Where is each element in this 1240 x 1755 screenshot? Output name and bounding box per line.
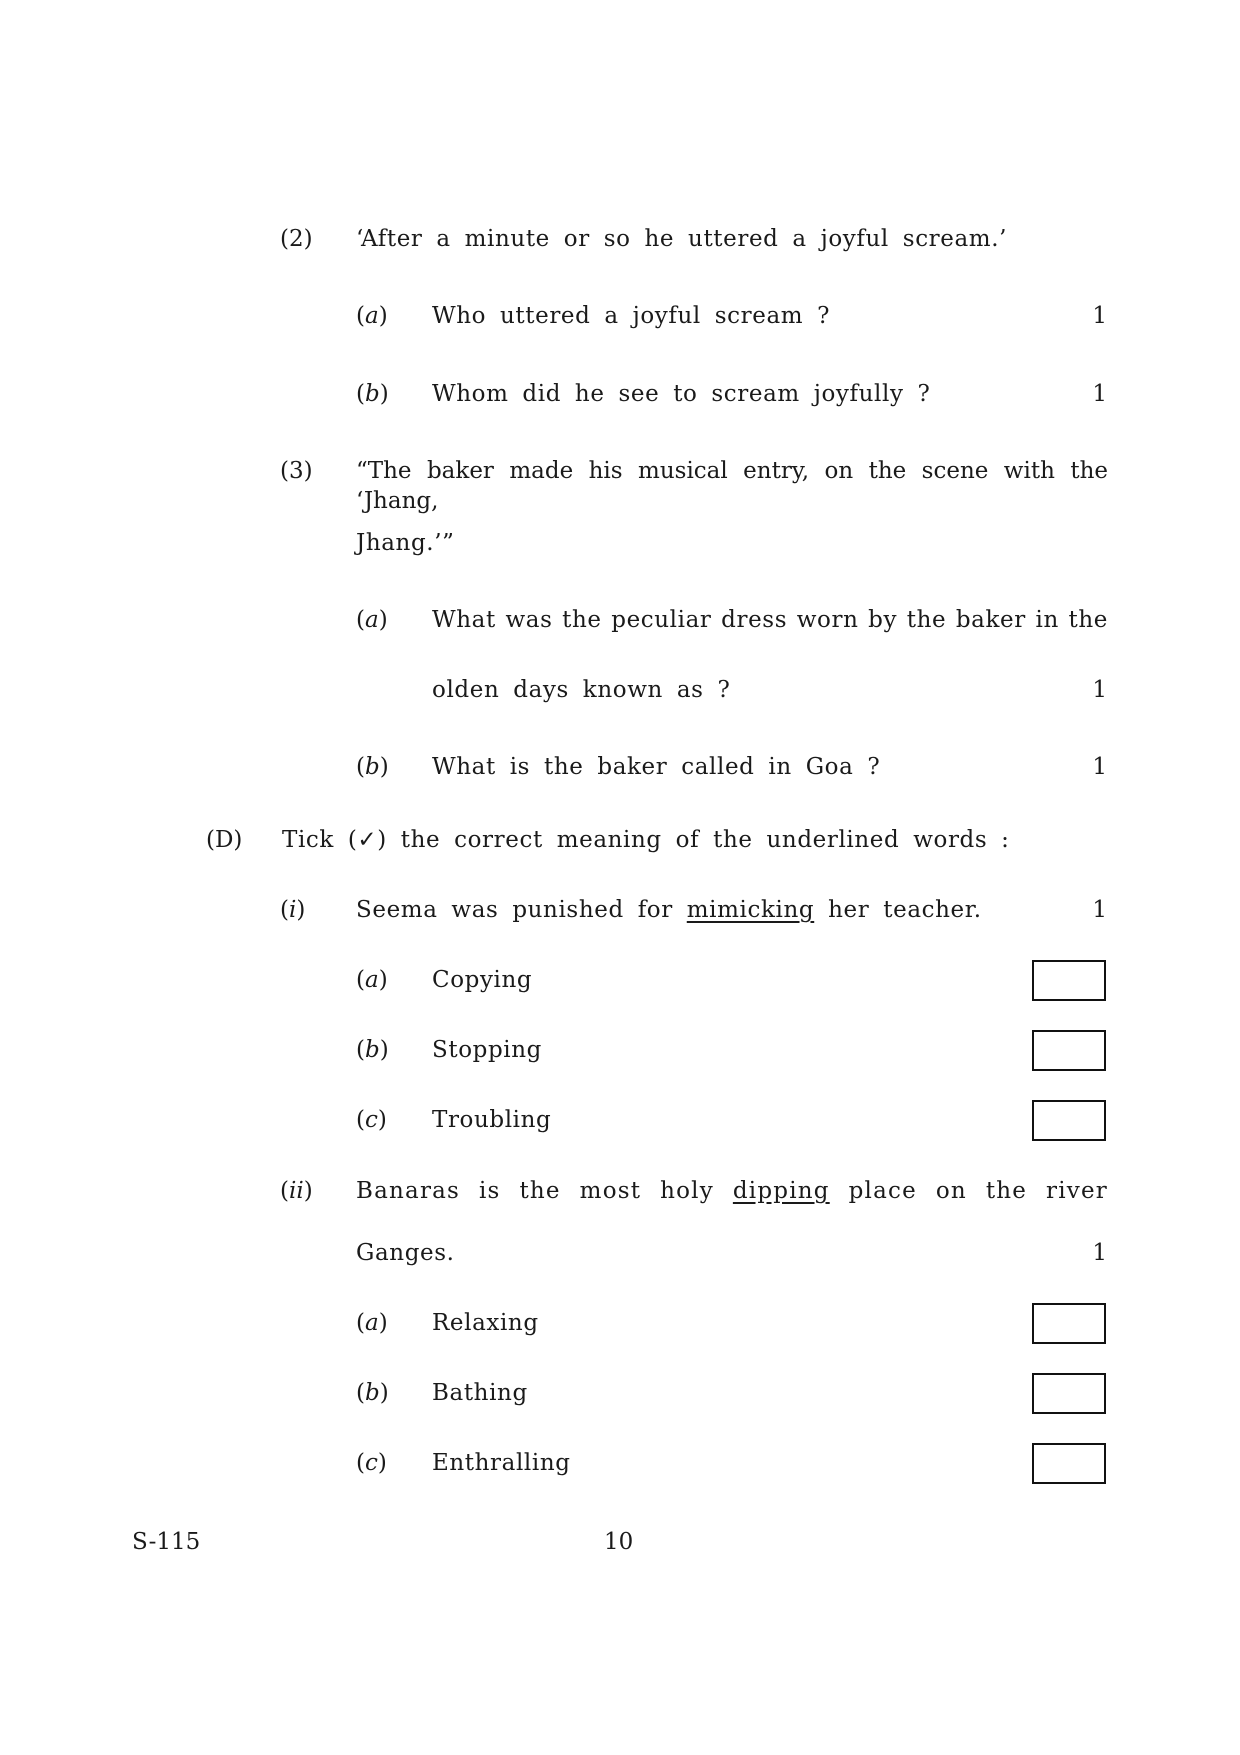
q2-number: (2) [280,226,313,252]
q2b-marks: 1 [1092,381,1107,407]
qDi-opt-b-label: (b) [356,1037,389,1063]
qDii-sentence [356,1176,1108,1206]
q3b-label: (b) [356,754,389,780]
qDi-underlined-word: mimicking [686,897,815,923]
q2a-text: Who uttered a joyful scream ? [432,303,831,329]
qDii-opt-c-label: (c) [356,1450,387,1476]
q3-number: (3) [280,458,313,484]
qDi-opt-c-label: (c) [356,1107,387,1133]
qDi-opt-a-text: Copying [432,967,533,993]
qDii-pre: Banaras is the most holy [356,1178,733,1204]
qDi-opt-c-text: Troubling [432,1107,552,1133]
qDii-marks: 1 [1092,1240,1107,1266]
qDii-opt-b-label: (b) [356,1380,389,1406]
q3b-marks: 1 [1092,754,1107,780]
q2b-label: (b) [356,381,389,407]
qDi-post: her teacher. [814,897,982,923]
qD-instruction: Tick (✓) the correct meaning of the underlined words : [282,827,1010,853]
qDi-marks: 1 [1092,897,1107,923]
qDii-opt-a-label: (a) [356,1310,388,1336]
qDi-sentence [356,895,982,925]
q2a-label: (a) [356,303,388,329]
q3-quote-line2: Jhang.’” [356,530,455,556]
qDi-pre: Seema was punished for [356,897,687,923]
q2b-text: Whom did he see to scream joyfully ? [432,381,931,407]
qDii-opt-a-checkbox[interactable] [1032,1303,1106,1344]
qDii-opt-c-text: Enthralling [432,1450,571,1476]
qDii-opt-b-text: Bathing [432,1380,528,1406]
qDi-opt-c-checkbox[interactable] [1032,1100,1106,1141]
qDi-label: (i) [280,897,306,923]
qDii-opt-b-checkbox[interactable] [1032,1373,1106,1414]
qDii-post: place on the river [829,1178,1109,1204]
qDii-underlined-word: dipping [732,1178,830,1204]
qDi-opt-a-checkbox[interactable] [1032,960,1106,1001]
q3-quote-line1: “The baker made his musical entry, on the scene with the ‘Jhang, [356,458,1108,514]
q2a-marks: 1 [1092,303,1107,329]
qDii-label: (ii) [280,1178,313,1204]
qDii-opt-c-checkbox[interactable] [1032,1443,1106,1484]
q3a-marks: 1 [1092,677,1107,703]
page-number: 10 [604,1529,634,1555]
q3b-text: What is the baker called in Goa ? [432,754,881,780]
qDi-opt-a-label: (a) [356,967,388,993]
q3a-label: (a) [356,607,388,633]
paper-code: S-115 [132,1529,201,1555]
qD-number: (D) [206,827,243,853]
qDi-opt-b-text: Stopping [432,1037,542,1063]
qDii-opt-a-text: Relaxing [432,1310,539,1336]
qDi-opt-b-checkbox[interactable] [1032,1030,1106,1071]
q3a-line2: olden days known as ? [432,677,731,703]
qDii-line2: Ganges. [356,1240,455,1266]
q3a-line1: What was the peculiar dress worn by the baker in the [432,607,1108,633]
q2-quote: ‘After a minute or so he uttered a joyful scream.’ [356,226,1008,252]
